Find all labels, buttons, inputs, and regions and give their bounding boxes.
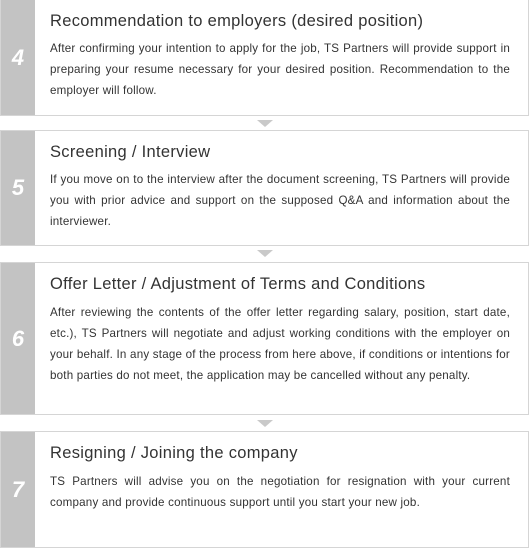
step-number-column bbox=[1, 263, 35, 414]
step-number-column bbox=[1, 0, 35, 115]
step-number: 4 bbox=[11, 44, 25, 70]
step-title: Screening / Interview bbox=[50, 143, 211, 161]
chevron-down-icon bbox=[257, 120, 273, 127]
step-5 bbox=[0, 130, 529, 246]
chevron-down-icon bbox=[257, 250, 273, 257]
step-number-column bbox=[1, 432, 35, 547]
step-description: TS Partners will advise you on the negotiation for resignation with your current company and provide continuous support until you start your new job. bbox=[50, 475, 510, 509]
step-description: If you move on to the interview after the document screening, TS Partners will provide you with prior advice and support on the supposed Q&A and information about the interviewer. bbox=[50, 173, 510, 228]
step-number-column bbox=[1, 131, 35, 245]
step-number: 5 bbox=[11, 175, 25, 200]
step-description: After reviewing the contents of the offer letter regarding salary, position, start date, etc.), TS Partners will negotiate and adjust working conditions with the employer on your behalf. In any stage of the process from here above, if conditions or intentions for both parties do not meet, the application may be cancelled without any penalty. bbox=[50, 306, 510, 382]
step-6 bbox=[0, 262, 529, 415]
step-title: Resigning / Joining the company bbox=[50, 444, 298, 462]
step-title: Recommendation to employers (desired position) bbox=[50, 12, 424, 30]
chevron-down-icon bbox=[257, 420, 273, 427]
step-title: Offer Letter / Adjustment of Terms and Conditions bbox=[50, 275, 426, 293]
step-4 bbox=[0, 0, 529, 116]
step-number: 6 bbox=[11, 325, 25, 351]
step-number: 7 bbox=[11, 476, 25, 502]
step-7 bbox=[0, 431, 529, 548]
step-description: After confirming your intention to apply for the job, TS Partners will provide support in preparing your resume necessary for your desired position. Recommendation to the employer will follow. bbox=[50, 42, 510, 97]
